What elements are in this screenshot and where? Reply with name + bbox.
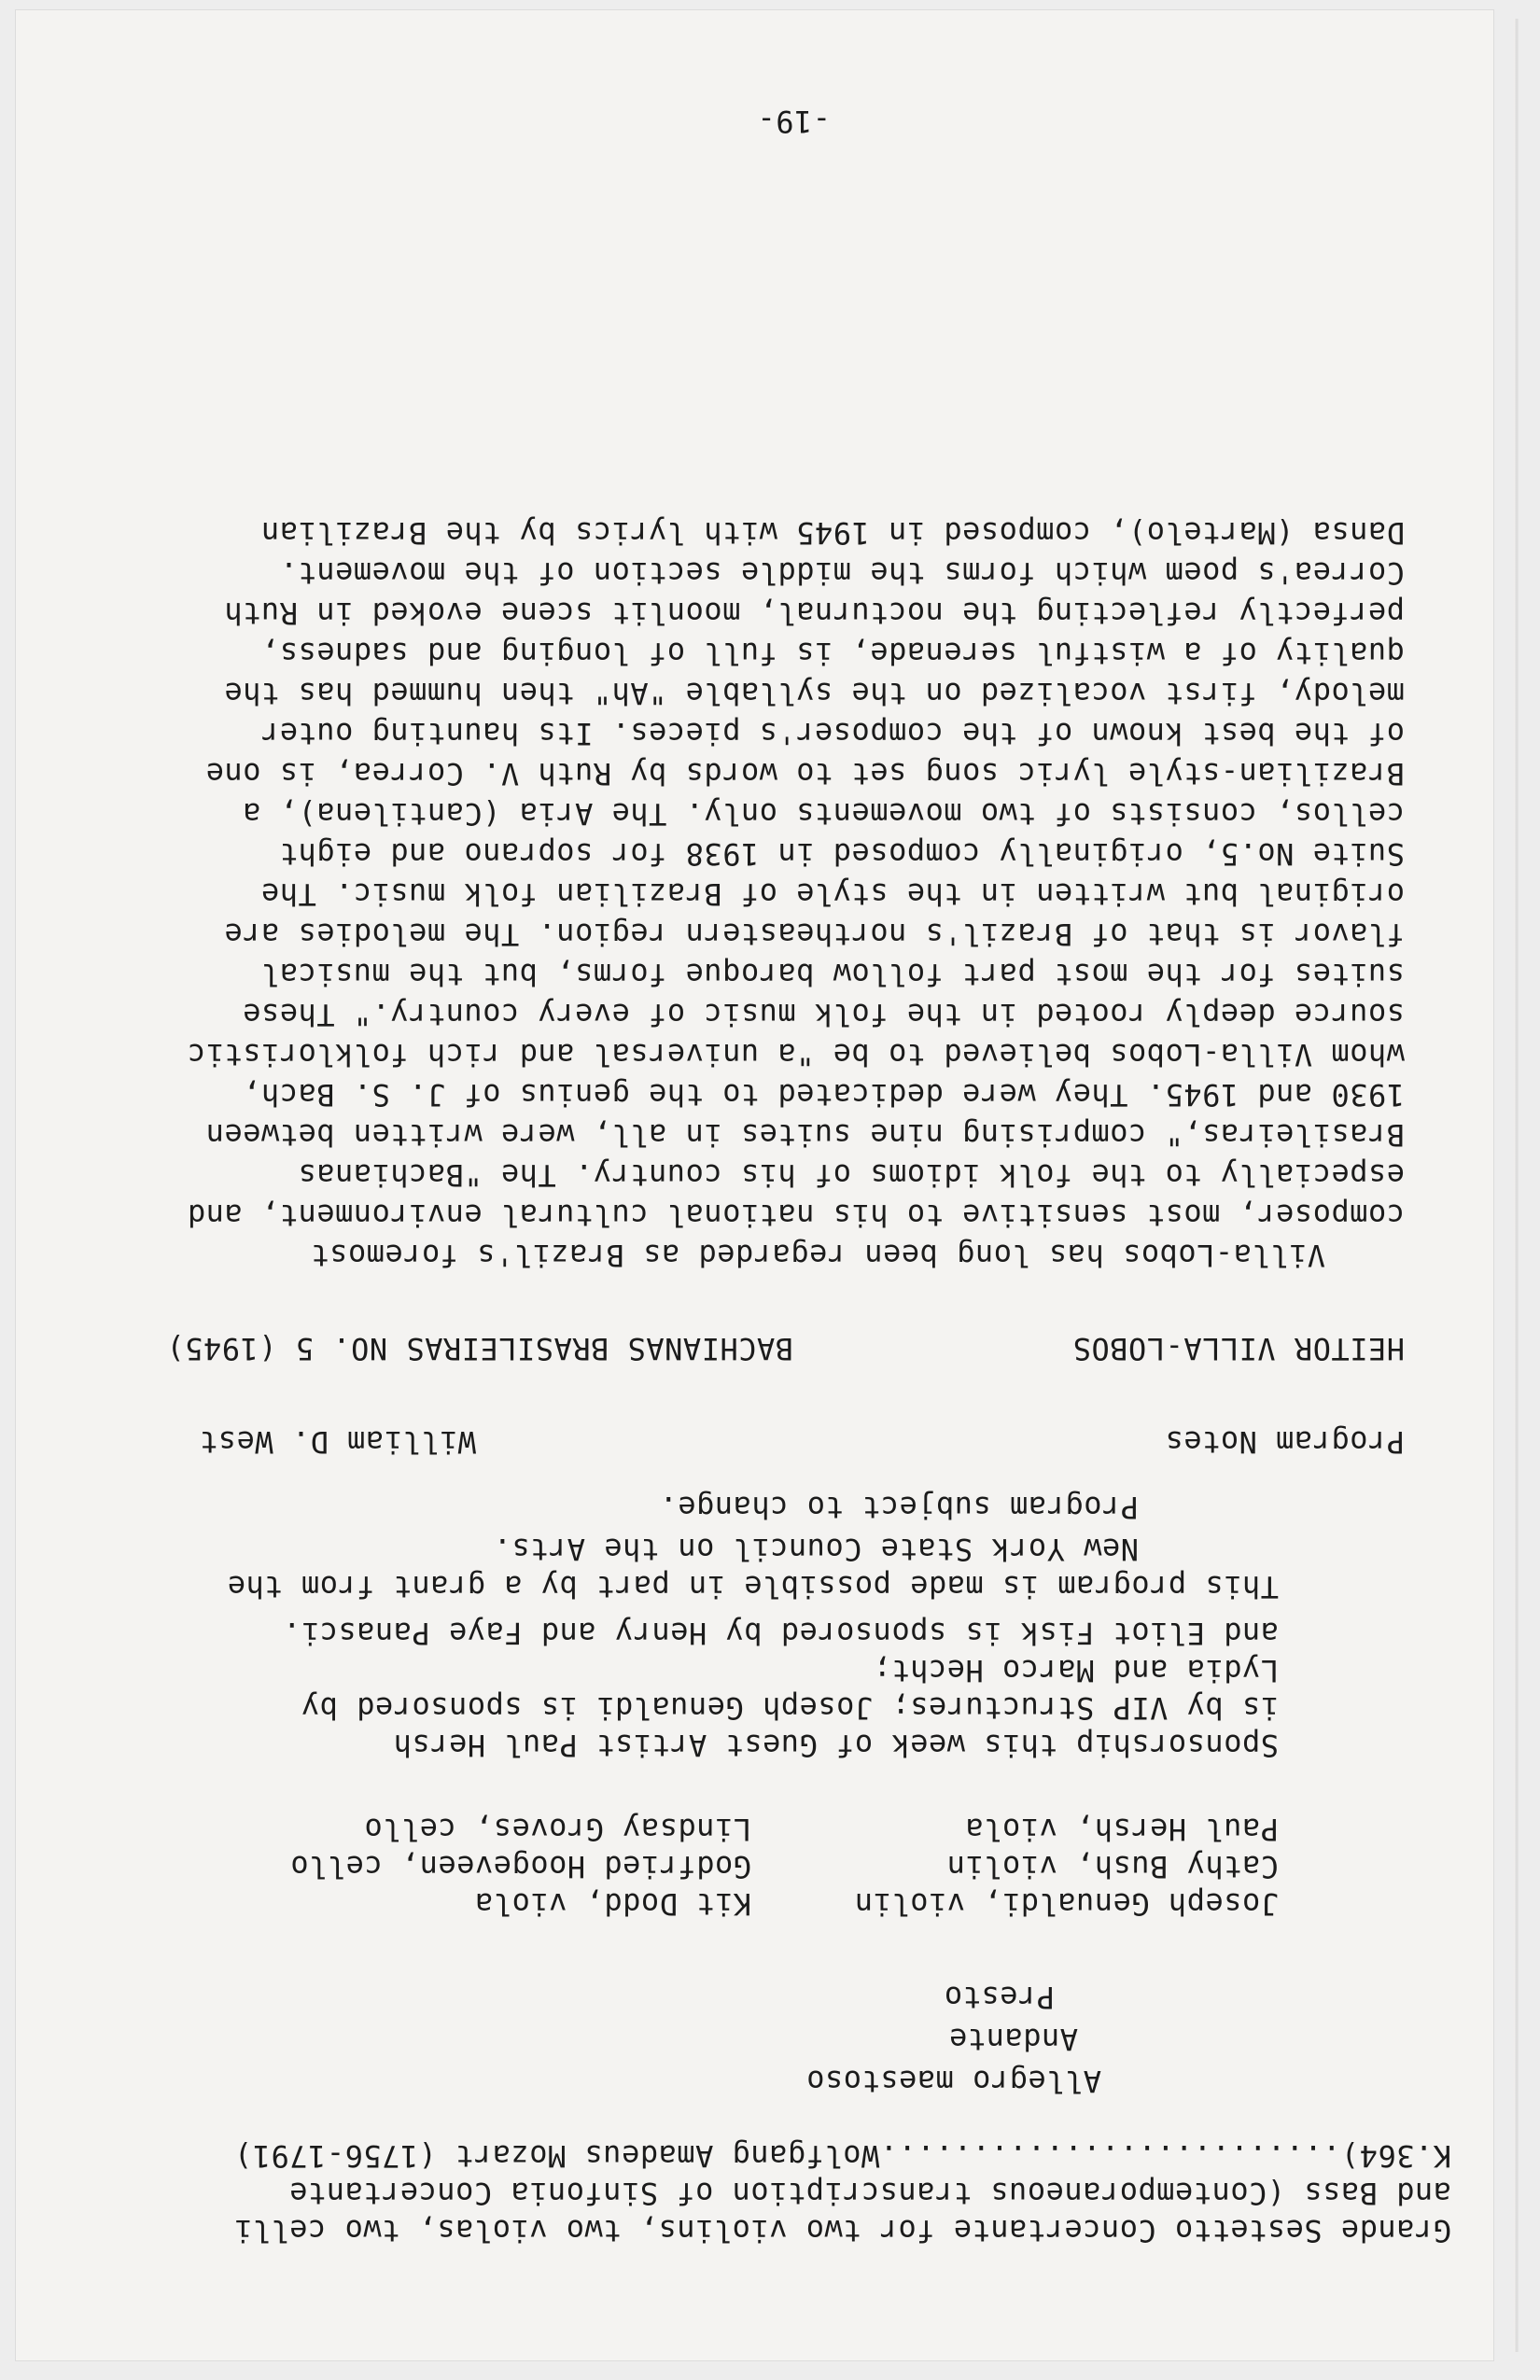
performer-left-3: Paul Hersh, viola (964, 1812, 1279, 1847)
sponsorship-line-1: Sponsorship this week of Guest Artist Paul Hersh (393, 1728, 1279, 1763)
paragraph-line: Brasileiras," comprising nine suites in all, were written between (205, 1117, 1405, 1153)
sponsorship-line-2: is by VIP Structures; Joseph Genualdi is sponsored by (301, 1690, 1279, 1726)
paragraph-line: Dansa (Martelo), composed in 1945 with lyrics by the Brazilian (260, 515, 1405, 551)
movement-presto: Presto (944, 1980, 1055, 2015)
grant-line-2: New York State Council on the Arts. (493, 1532, 1139, 1567)
work2-composer: HEITOR VILLA-LOBOS (1072, 1331, 1405, 1366)
work1-title-line-3: K.364).........................Wolfgang Amadeus Mozart (1756-1791) (233, 2138, 1451, 2174)
paragraph-line: Villa-Lobos has long been regarded as Brazil's foremost (310, 1238, 1325, 1273)
paragraph-line: Correa's poem which forms the middle section of the movement. (279, 555, 1405, 591)
paragraph-line: suites for the most part follow baroque forms, but the musical (260, 957, 1405, 992)
paragraph-line: original but written in the style of Brazilian folk music. The (260, 876, 1405, 912)
notes-author: William D. West (199, 1424, 476, 1460)
performer-right-2: Godfried Hoogeveen, cello (289, 1849, 751, 1884)
paragraph-line: quality of a wistful serenade, is full of longing and sadness, (260, 636, 1405, 671)
paragraph-line: source deeply rooted in the folk music of every country." These (242, 997, 1405, 1032)
sponsorship-line-3: Lydia and Marco Hecht; (873, 1653, 1279, 1688)
sponsorship-line-4: and Eliot Fisk is sponsored by Henry and Faye Panasci. (282, 1616, 1279, 1651)
movement-andante: Andante (948, 2022, 1078, 2057)
paragraph-line: Suite No.5, originally composed in 1938 for soprano and eight (279, 836, 1405, 872)
work1-title-line-1: Grande Sestetto Concertante for two violins, two violas, two celli (233, 2213, 1451, 2248)
paragraph-line: 1930 and 1945. They were dedicated to the genius of J. S. Bach, (242, 1077, 1405, 1113)
paragraph-line: flavor is that of Brazil's northeastern region. The melodies are (224, 917, 1405, 952)
paragraph-line: melody, first vocalized on the syllable "Ah" then hummed has the (224, 676, 1405, 711)
grant-line-1: This program is made possible in part by a grant from the (227, 1569, 1279, 1604)
paragraph-line: especially to the folk idioms of his country. The "Bachianas (298, 1157, 1405, 1193)
work1-title-line-2: and Bass (Contemporaneous transcription of Sinfonia Concertante (288, 2176, 1451, 2211)
page-number: -19- (756, 104, 831, 139)
paragraph-line: perfectly reflecting the nocturnal, moonlit scene evoked in Ruth (224, 595, 1405, 631)
work2-title: BACHIANAS BRASILEIRAS NO. 5 (1945) (165, 1331, 793, 1366)
program-subject-to-change: Program subject to change. (659, 1490, 1139, 1525)
performer-left-1: Joseph Genualdi, violin (854, 1886, 1279, 1922)
performer-left-2: Cathy Bush, violin (946, 1849, 1279, 1884)
paragraph-line: cellos, consists of two movements only. The Aria (Cantilena), a (242, 796, 1405, 832)
performer-right-1: Kit Dodd, viola (474, 1886, 751, 1922)
paragraph-line: of the best known of the composer's pieces. Its haunting outer (260, 716, 1405, 751)
program-notes-heading: Program Notes (1165, 1424, 1405, 1460)
paragraph-line: composer, most sensitive to his national cultural environment, and (187, 1197, 1405, 1233)
paragraph-line: whom Villa-Lobos believed to be "a universal and rich folkloristic (187, 1037, 1405, 1072)
paragraph-line: Brazilian-style lyric song set to words by Ruth V. Correa, is one (205, 756, 1405, 791)
movement-allegro: Allegro maestoso (805, 2064, 1101, 2099)
performer-right-3: Lindsay Groves, cello (363, 1812, 751, 1847)
